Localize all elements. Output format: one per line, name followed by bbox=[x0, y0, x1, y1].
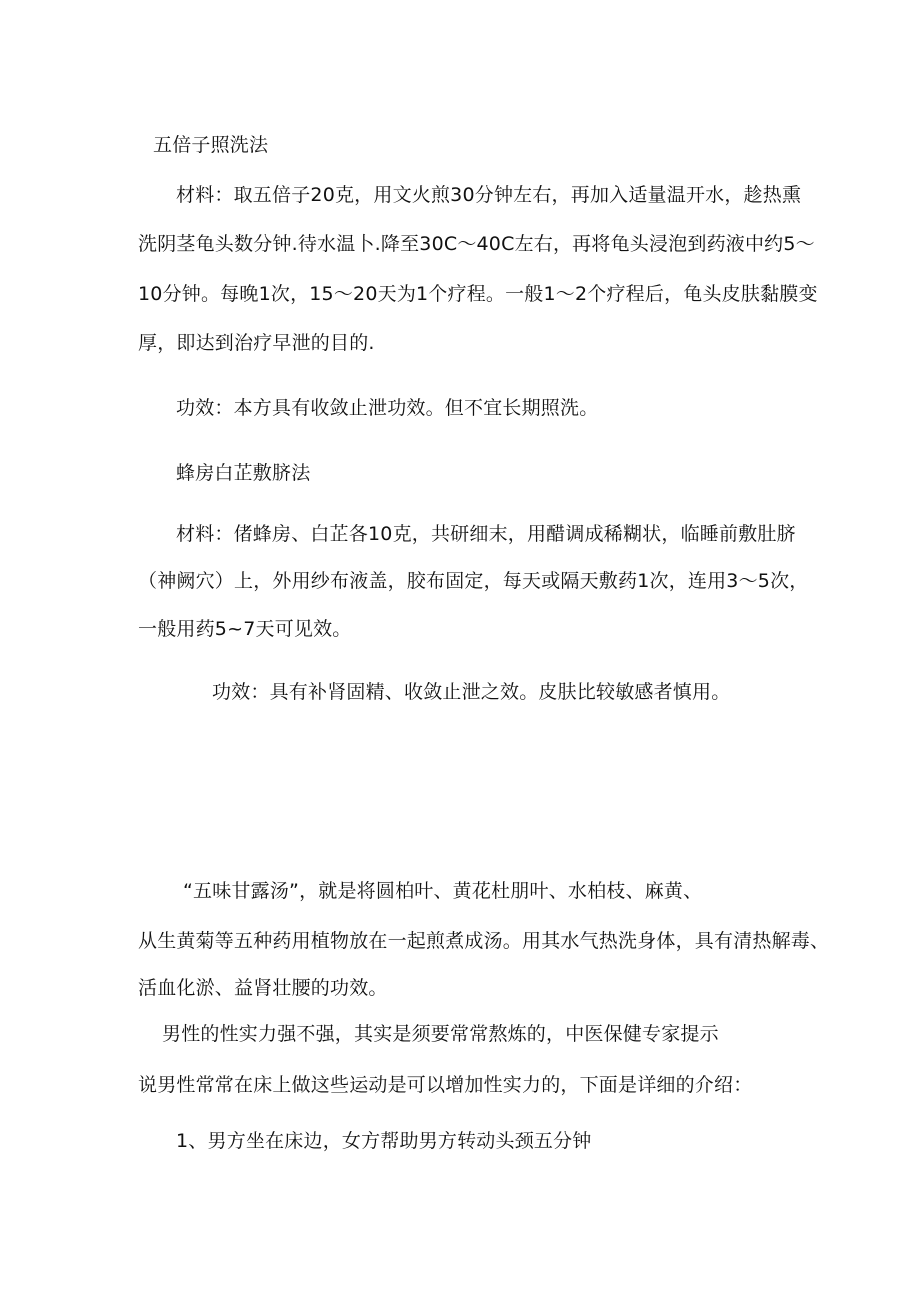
paragraph-line: 男性的性实力强不强，其实是须要常常熬炼的，中医保健专家提示 bbox=[162, 1023, 719, 1045]
list-item: 1、男方坐在床边，女方帮助男方转动头颈五分钟 bbox=[176, 1130, 592, 1152]
material-line: 材料：偖蜂房、白芷各10克，共研细末，用醋调成稀糊状，临睡前敷肚脐 bbox=[176, 523, 796, 545]
section-title-wubeizi: 五倍子照洗法 bbox=[153, 134, 269, 156]
material-line: 10分钟。每晚1次，15～20天为1个疗程。一般1～2个疗程后，龟头皮肤黏膜变 bbox=[138, 283, 818, 305]
paragraph-line: “五味甘露汤”，就是将圆柏叶、黄花杜朋叶、水柏枝、麻黄、 bbox=[183, 880, 703, 902]
effect-line: 功效：具有补肾固精、收敛止泄之效。皮肤比较敏感者慎用。 bbox=[212, 681, 731, 703]
paragraph-line: 活血化淤、益肾壮腰的功效。 bbox=[138, 977, 388, 999]
section-title-fengfang: 蜂房白芷敷脐法 bbox=[176, 462, 311, 484]
material-line: 一般用药5~7天可见效。 bbox=[138, 618, 352, 640]
material-line: 材料：取五倍子20克，用文火煎30分钟左右，再加入适量温开水，趁热熏 bbox=[176, 184, 802, 206]
paragraph-line: 从生黄菊等五种药用植物放在一起煎煮成汤。用其水气热洗身体，具有清热解毒、 bbox=[138, 930, 830, 952]
material-line: 厚，即达到治疗早泄的目的. bbox=[138, 332, 375, 354]
paragraph-line: 说男性常常在床上做这些运动是可以增加性实力的，下面是详细的介绍： bbox=[138, 1074, 753, 1096]
material-line: （神阙穴）上，外用纱布液盖，胶布固定，每天或隔天敷药1次，连用3～5次， bbox=[138, 570, 809, 592]
effect-line: 功效：本方具有收敛止泄功效。但不宜长期照洗。 bbox=[176, 397, 599, 419]
material-line: 洗阴茎龟头数分钟.待水温卜.降至30C～40C左右，再将龟头浸泡到药液中约5～ bbox=[138, 233, 815, 255]
